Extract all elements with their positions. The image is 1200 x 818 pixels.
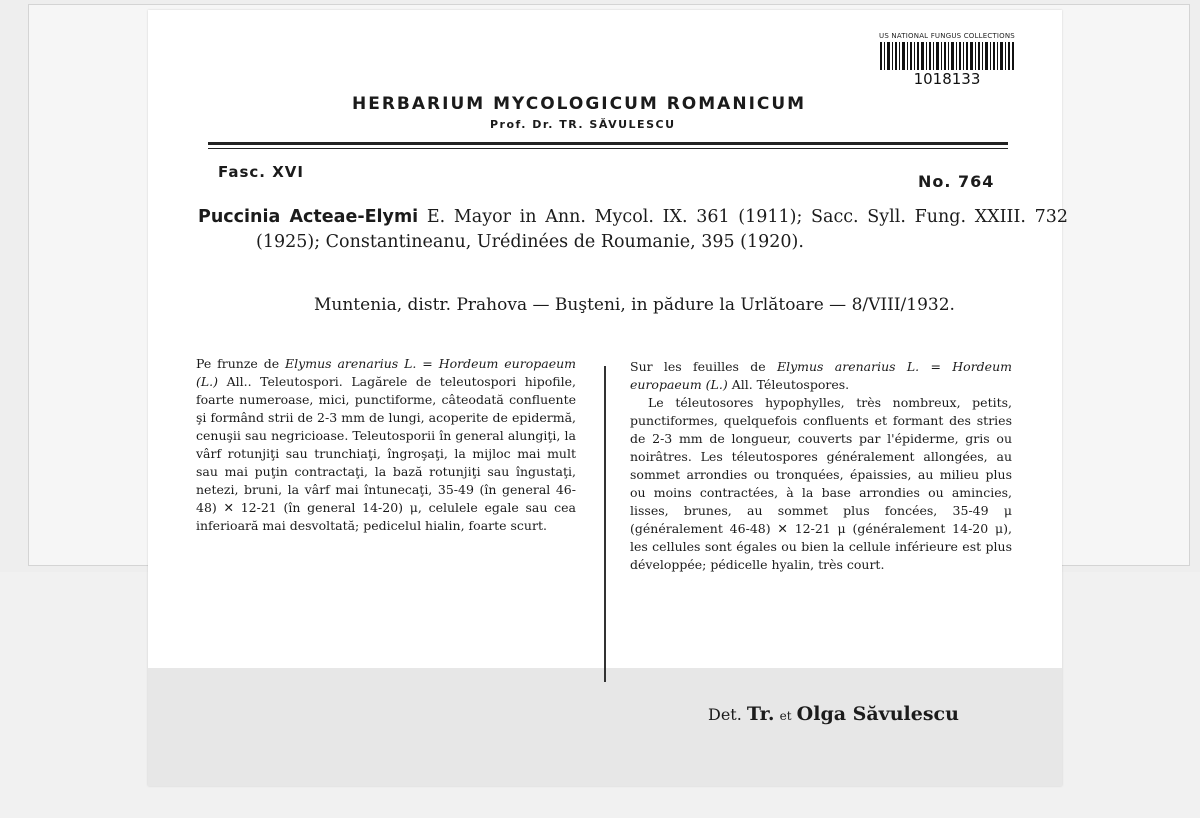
barcode-sticker	[872, 30, 1022, 98]
column-divider	[604, 366, 606, 682]
romanian-host-eq: =	[422, 356, 433, 371]
romanian-description-text: Lagărele de teleutospori hipofile, foarte numeroase, mici, punctiforme, câteodată confluente şi formând strii de 2-3 mm de lungi, acoperite de epidermă, cenuşii sau negricioase. Teleutosporii în general alungiţi, la vârf rotunjiţi sau trunchiaţi, îngroşaţi, la mijloc mai mult sau mai puţin contractaţi, la bază rotunjiţi sau îngustaţi, netezi, bruni, la vârf mai întunecaţi, 35-49 (în general 46-48) ✕ 12-21 (în general 14-20) μ, celulele egale sau cea inferioară mai desvoltată; pedicelul hialin, foarte scurt.	[196, 374, 576, 533]
romanian-host-prefix: Pe frunze de	[196, 356, 280, 371]
header-rule-thick	[208, 142, 1008, 145]
french-description	[630, 358, 1012, 574]
specimen-number: No. 764	[918, 172, 995, 191]
french-host-prefix: Sur les feuilles de	[630, 359, 766, 374]
french-host-name: Elymus arenarius L.	[776, 359, 920, 374]
barcode-caption: US NATIONAL FUNGUS COLLECTIONS	[879, 32, 1015, 40]
header-rule-thin	[208, 148, 1008, 149]
species-name: Puccinia Acteae-Elymi	[198, 207, 419, 227]
citation-reference: E. Mayor in Ann. Mycol. IX. 361 (1911); Sacc. Syll. Fung. XXIII. 732 (1925); Constantineanu, Urédinées de Roumanie, 395 (1920).	[256, 207, 1068, 252]
french-host-eq: =	[930, 359, 941, 374]
romanian-host-synonym: Hordeum europaeum (L.)	[196, 356, 576, 389]
french-host-suffix: All. Téleutospores.	[731, 377, 850, 392]
determiner-name-1: Tr.	[746, 703, 775, 725]
determiner-conjunction: et	[779, 709, 792, 723]
romanian-description	[196, 355, 576, 535]
herbarium-subtitle: Prof. Dr. TR. SĂVULESCU	[490, 118, 676, 131]
label-shadow	[148, 668, 1062, 786]
collection-locality: Muntenia, distr. Prahova — Buşteni, in pădure la Urlătoare — 8/VIII/1932.	[314, 295, 955, 315]
romanian-host-suffix: All.. Teleutospori.	[226, 374, 343, 389]
herbarium-title: HERBARIUM MYCOLOGICUM ROMANICUM	[352, 94, 807, 114]
romanian-host-line	[196, 355, 576, 535]
species-citation	[198, 205, 1068, 255]
barcode-number: 1018133	[913, 70, 981, 88]
determiner-prefix: Det.	[708, 705, 742, 724]
determiner-line	[708, 703, 959, 725]
french-host-synonym: Hordeum europaeum (L.)	[630, 359, 1012, 392]
romanian-host-name: Elymus arenarius L.	[285, 356, 417, 371]
french-description-text: Le téleutosores hypophylles, très nombreux, petits, punctiformes, quelquefois confluents et formant des stries de 2-3 mm de longueur, couverts par l'épiderme, gris ou noirâtres. Les téleutospores généralement allongées, au sommet arrondies ou tronquées, épaissies, au milieu plus ou moins contractées, à la base arrondies ou amincies, lisses, brunes, au sommet plus foncées, 35-49 μ (généralement 46-48) ✕ 12-21 μ (généralement 14-20 μ), les cellules sont égales ou bien la cellule inférieure est plus développée; pédicelle hyalin, très court.	[630, 395, 1012, 572]
fascicle-label: Fasc. XVI	[218, 163, 304, 181]
french-host-line	[630, 358, 1012, 394]
barcode-icon	[880, 42, 1014, 70]
determiner-name-2: Olga Săvulescu	[796, 703, 959, 725]
